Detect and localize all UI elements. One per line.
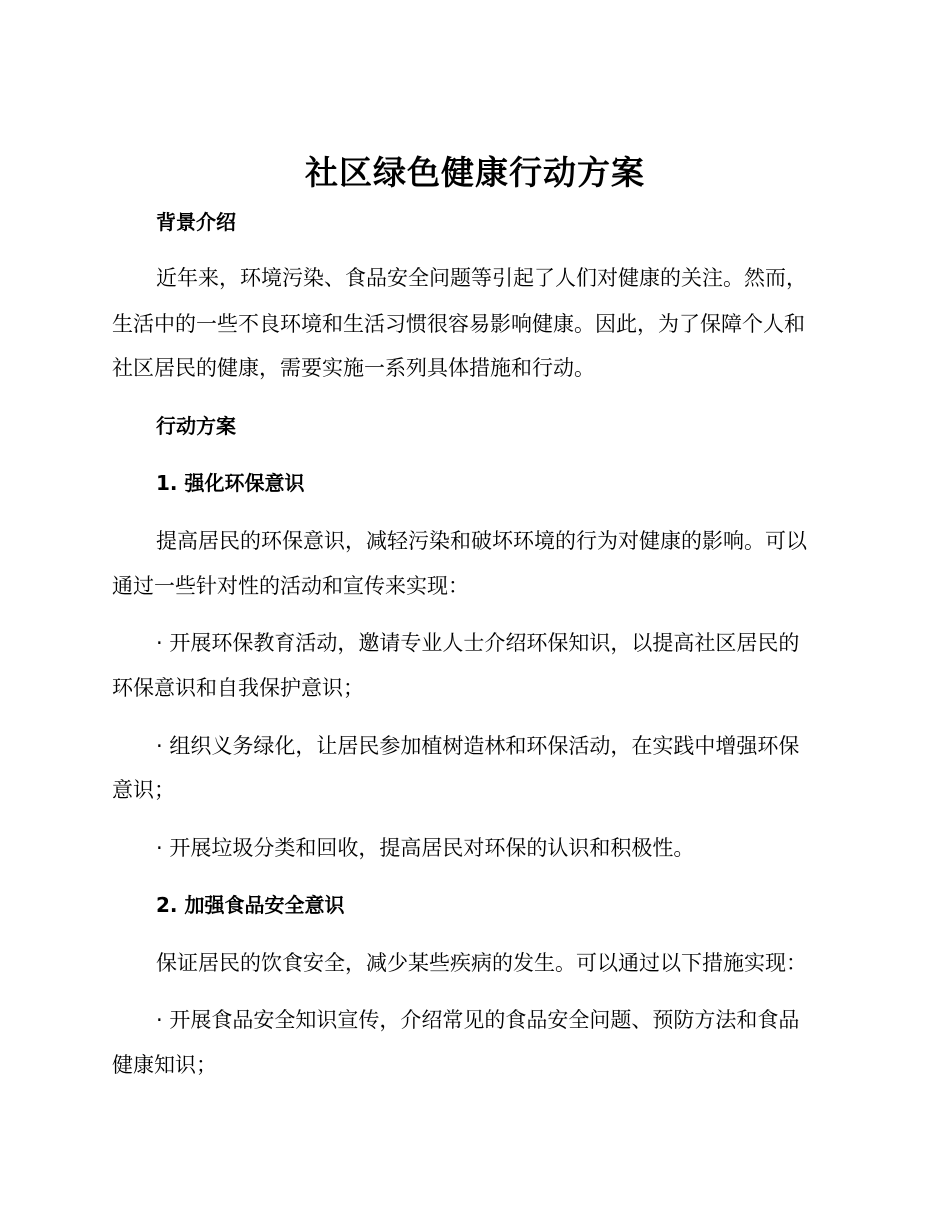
document-title: 社区绿色健康行动方案 <box>305 153 645 192</box>
paragraph-line: 保证居民的饮食安全，减少某些疾病的发生。可以通过以下措施实现： <box>156 951 807 975</box>
section-heading-background: 背景介绍 <box>156 210 236 234</box>
paragraph-line: 近年来，环境污染、食品安全问题等引起了人们对健康的关注。然而， <box>156 266 807 290</box>
subheading-food-safety: 2. 加强食品安全意识 <box>156 893 345 917</box>
paragraph-line: 通过一些针对性的活动和宣传来实现： <box>112 574 469 598</box>
bullet-continuation: 环保意识和自我保护意识； <box>112 676 364 700</box>
bullet-continuation: 意识； <box>112 778 175 802</box>
paragraph-line: 社区居民的健康，需要实施一系列具体措施和行动。 <box>112 356 595 380</box>
bullet-continuation: 健康知识； <box>112 1053 217 1077</box>
subheading-environment: 1. 强化环保意识 <box>156 471 305 495</box>
bullet-line: · 开展垃圾分类和回收，提高居民对环保的认识和积极性。 <box>156 836 695 860</box>
bullet-line: · 开展环保教育活动，邀请专业人士介绍环保知识，以提高社区居民的 <box>156 631 800 655</box>
paragraph-line: 生活中的一些不良环境和生活习惯很容易影响健康。因此，为了保障个人和 <box>112 312 805 336</box>
bullet-line: · 开展食品安全知识宣传，介绍常见的食品安全问题、预防方法和食品 <box>156 1008 800 1032</box>
section-heading-action-plan: 行动方案 <box>156 414 236 438</box>
bullet-line: · 组织义务绿化，让居民参加植树造林和环保活动，在实践中增强环保 <box>156 734 800 758</box>
paragraph-line: 提高居民的环保意识，减轻污染和破坏环境的行为对健康的影响。可以 <box>156 529 807 553</box>
